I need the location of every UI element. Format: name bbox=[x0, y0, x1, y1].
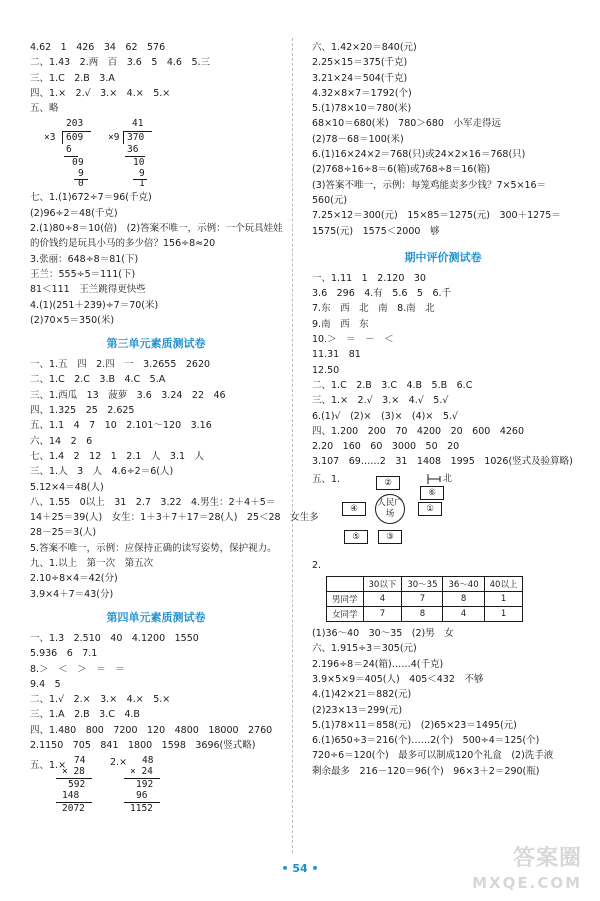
map-box: ② bbox=[376, 476, 400, 490]
answer-line: 四、1.325 25 2.625 bbox=[30, 405, 135, 417]
answer-line: (1)36～40 30～35 (2)男 女 bbox=[312, 628, 454, 640]
answer-line: 王兰：555÷5＝111(下) bbox=[30, 268, 136, 280]
vertical-multiplication-workings bbox=[30, 755, 282, 817]
table-row bbox=[327, 592, 523, 607]
answer-line: 二、1.√ 2.× 3.× 4.× 5.× bbox=[30, 694, 171, 706]
calc-step: 0 bbox=[72, 157, 78, 169]
calc-dividend: 609 bbox=[66, 132, 84, 144]
answer-line: 4.(1)(251＋239)÷7＝70(米) bbox=[30, 299, 159, 311]
calc-division-bracket bbox=[123, 131, 124, 144]
answer-line: 三、1.西瓜 13 菠萝 3.6 3.24 22 46 bbox=[30, 389, 226, 401]
right-answers-bottom bbox=[312, 626, 574, 779]
calc-quotient: 203 bbox=[66, 118, 84, 130]
unit4-answers bbox=[30, 631, 282, 753]
answer-line: 2.25×15＝375(千克) bbox=[312, 57, 408, 69]
answer-line: 5.答案不唯一，示例：应保持正确的读写姿势，保护视力。 bbox=[30, 542, 277, 554]
answer-line: 四、1.480 800 7200 120 4800 18000 2760 bbox=[30, 724, 273, 736]
table-cell: 30～35 bbox=[402, 577, 443, 592]
answer-line: 四、1.× 2.√ 3.× 4.× 5.× bbox=[30, 87, 171, 99]
answer-line: 五、1.1 4 7 10 2.101～120 3.16 bbox=[30, 420, 212, 432]
answer-line: (2)23×13＝299(元) bbox=[312, 704, 403, 716]
answer-line: 7.东 西 北 南 8.南 北 bbox=[312, 303, 435, 315]
calc-multiplier: ×3 bbox=[44, 132, 56, 144]
answer-line: 2.1150 705 841 1800 1598 3696(竖式略) bbox=[30, 739, 256, 751]
people-square-center: 人民广场 bbox=[375, 494, 405, 524]
table-cell: 4 bbox=[363, 592, 402, 607]
table-cell: 40以上 bbox=[484, 577, 523, 592]
answer-line: 2.20 160 60 3000 50 20 bbox=[312, 441, 460, 453]
right-column bbox=[312, 40, 574, 779]
answer-line: 4.32×8×7＝1792(个) bbox=[312, 87, 412, 99]
answer-line: 三、1.C 2.B 3.A bbox=[30, 72, 115, 84]
answer-line: 三、1.A 2.B 3.C 4.B bbox=[30, 709, 140, 721]
table-cell: 1 bbox=[484, 607, 523, 622]
table-cell: 女同学 bbox=[327, 607, 364, 622]
answer-line: 28－25＝3(人) bbox=[30, 527, 97, 539]
table-cell: 4 bbox=[443, 607, 484, 622]
calc-factor: 74 bbox=[74, 755, 86, 767]
calc-step: 1 bbox=[139, 178, 145, 190]
north-arrow-icon bbox=[426, 472, 442, 486]
table-cell: 8 bbox=[402, 607, 443, 622]
calc-result: 2072 bbox=[62, 803, 85, 815]
answer-line: 11.31 81 bbox=[312, 349, 361, 361]
answer-line: 3.21×24＝504(千克) bbox=[312, 72, 408, 84]
midterm-answers bbox=[312, 271, 574, 470]
calc-label: 2.× bbox=[110, 757, 128, 769]
table-question-label: 2. bbox=[312, 559, 322, 571]
answer-line: 3.107 69……2 31 1408 1995 1026(竖式及验算略) bbox=[312, 456, 573, 468]
answer-line: 4.62 1 426 34 62 576 bbox=[30, 42, 166, 53]
left-answers-mid bbox=[30, 190, 282, 328]
answer-line: (3)答案不唯一，示例：每笼鸡能卖多少钱？7×5×16＝ bbox=[312, 179, 547, 191]
north-label: 北 bbox=[443, 473, 453, 484]
table-cell: 7 bbox=[363, 607, 402, 622]
table-header-row bbox=[327, 577, 523, 592]
answer-line: 2.196÷8＝24(箱)……4(千克) bbox=[312, 658, 444, 670]
answer-line: 九、1.以上 第一次 第五次 bbox=[30, 558, 154, 570]
section-heading-midterm: 期中评价测试卷 bbox=[404, 250, 482, 264]
answer-line: 五、略 bbox=[30, 103, 59, 115]
calc-step: 9 bbox=[78, 157, 84, 169]
answer-line: 1575(元) 1575＜2000 够 bbox=[312, 225, 440, 237]
statistics-table bbox=[326, 576, 523, 622]
answer-line: 7.25×12＝300(元) 15×85＝1275(元) 300＋1275＝ bbox=[312, 210, 561, 222]
answer-line: 2.10÷8×4＝42(分) bbox=[30, 573, 118, 585]
left-answers-top bbox=[30, 40, 282, 116]
answer-line: 的价钱约是玩具小马的多少倍？156÷8≈20 bbox=[30, 238, 216, 250]
answer-line: 3.9×4＋7＝43(分) bbox=[30, 588, 114, 600]
calc-quotient: 41 bbox=[132, 118, 144, 130]
unit3-answers bbox=[30, 357, 319, 602]
calc-partial: 592 bbox=[68, 779, 86, 791]
table-cell: 男同学 bbox=[327, 592, 364, 607]
answer-line: 720÷6＝120(个) 最多可以制成120个礼盒 (2)洗手液 bbox=[312, 750, 554, 762]
answer-line: 6.(1)√ (2)× (3)× (4)× 5.√ bbox=[312, 410, 458, 422]
section-heading-unit4: 第四单元素质测试卷 bbox=[106, 610, 206, 624]
watermark-text: 答案圈 bbox=[512, 846, 582, 871]
answer-line: (2)768÷16÷8＝6(箱)或768÷8＝16(箱) bbox=[312, 164, 491, 176]
calc-step: 36 bbox=[127, 144, 139, 156]
answer-line: (2)78－68＝100(米) bbox=[312, 133, 404, 145]
answer-line: 二、1.C 2.B 3.C 4.B 5.B 6.C bbox=[312, 379, 473, 391]
calc-factor: × 28 bbox=[62, 766, 85, 778]
diagram-label: 五、1. bbox=[312, 473, 341, 485]
answer-line: 八、1.55 0以上 31 2.7 3.22 4.男生：2＋4＋5＝ bbox=[30, 496, 276, 508]
answer-line: (2)70×5＝350(米) bbox=[30, 314, 115, 326]
answer-line: 一、1.五 四 2.四 一 3.2655 2620 bbox=[30, 359, 211, 371]
calc-multiplier: ×9 bbox=[108, 132, 120, 144]
watermark-url: MXQE.COM bbox=[472, 874, 582, 892]
calc-factor: 48 bbox=[142, 755, 154, 767]
answer-line: 6.(1)650÷3＝216(个)……2(个) 500÷4＝125(个) bbox=[312, 735, 540, 747]
answer-line: 二、1.C 2.C 3.B 4.C 5.A bbox=[30, 374, 166, 386]
answer-line: (2)96÷2＝48(千克) bbox=[30, 207, 118, 219]
location-diagram bbox=[312, 472, 574, 550]
right-answers-top bbox=[312, 40, 574, 239]
answer-line: 10.＞ ＝ － ＜ bbox=[312, 334, 394, 346]
answer-line: 4.(1)42×21＝882(元) bbox=[312, 689, 412, 701]
answer-line: 9.4 5 bbox=[30, 678, 61, 690]
map-box: ① bbox=[418, 502, 442, 516]
table-cell: 1 bbox=[484, 592, 523, 607]
map-box: ④ bbox=[342, 502, 366, 516]
long-division-workings bbox=[30, 118, 282, 190]
section-heading-unit3: 第三单元素质测试卷 bbox=[106, 337, 206, 351]
answer-line: 8.＞ ＜ ＞ ＝ ＝ bbox=[30, 663, 125, 675]
table-cell: 7 bbox=[402, 592, 443, 607]
answer-line: 三、1.人 3 人 4.6÷2＝6(人) bbox=[30, 466, 174, 478]
answer-line: 68×10＝680(米) 780＞680 小军走得远 bbox=[312, 118, 501, 130]
calc-step: 9 bbox=[139, 168, 145, 180]
calc-step: 0 bbox=[78, 178, 84, 190]
answer-line: 6.(1)16×24×2＝768(只)或24×2×16＝768(只) bbox=[312, 149, 526, 161]
answer-line: 七、1.(1)672÷7＝96(千克) bbox=[30, 192, 152, 204]
answer-line: 一、1.11 1 2.120 30 bbox=[312, 272, 426, 284]
calc-label: 五、1.× bbox=[30, 760, 67, 772]
calc-partial: 96 bbox=[136, 790, 148, 802]
answer-line: 六、14 2 6 bbox=[30, 435, 93, 447]
answer-line: 六、1.42×20＝840(元) bbox=[312, 42, 417, 53]
page-number: • 54 • bbox=[281, 862, 319, 875]
answer-line: 七、1.4 2 12 1 2.1 人 3.1 人 bbox=[30, 450, 205, 462]
answer-line: 四、1.200 200 70 4200 20 600 4260 bbox=[312, 425, 524, 437]
watermark-logo bbox=[472, 847, 582, 895]
calc-division-bracket bbox=[62, 131, 63, 144]
answer-line: 剩余最多 216－120＝96(个) 96×3＋2＝290(瓶) bbox=[312, 765, 540, 777]
answer-line: 5.12×4＝48(人) bbox=[30, 481, 104, 493]
calc-factor: × 24 bbox=[130, 766, 153, 778]
map-box: ⑥ bbox=[420, 486, 444, 500]
calc-result: 1152 bbox=[130, 803, 153, 815]
table-cell: 36～40 bbox=[443, 577, 484, 592]
calc-step: 10 bbox=[133, 157, 145, 169]
answer-line: 5.936 6 7.1 bbox=[30, 648, 98, 660]
left-column bbox=[30, 40, 319, 821]
answer-line: 14＋25＝39(人) 女生：1＋3＋7＋17＝28(人) 25＜28 女生多 bbox=[30, 512, 319, 524]
answer-line: 5.(1)78×10＝780(米) bbox=[312, 103, 412, 115]
map-box: ③ bbox=[378, 530, 402, 544]
table-cell: 30以下 bbox=[363, 577, 402, 592]
answer-line: 三、1.× 2.√ 3.× 4.√ 5.√ bbox=[312, 395, 449, 407]
table-row bbox=[327, 607, 523, 622]
answer-line: 81＜111 王兰跳得更快些 bbox=[30, 284, 146, 296]
calc-partial: 148 bbox=[62, 790, 80, 802]
column-divider bbox=[292, 38, 293, 853]
calc-partial: 192 bbox=[136, 779, 154, 791]
answer-line: 12.50 bbox=[312, 364, 340, 376]
answer-line: 2.(1)80÷8＝10(倍) (2)答案不唯一，示例：一个玩具娃娃 bbox=[30, 223, 283, 235]
answer-line: 一、1.3 2.510 40 4.1200 1550 bbox=[30, 632, 199, 644]
table-cell bbox=[327, 577, 364, 592]
answer-line: 3.张丽：648÷8＝81(下) bbox=[30, 253, 139, 265]
map-box: ⑤ bbox=[344, 530, 368, 544]
answer-line: 六、1.915÷3＝305(元) bbox=[312, 643, 417, 655]
answer-line: 3.6 296 4.有 5.6 5 6.千 bbox=[312, 288, 452, 300]
calc-step: 6 bbox=[66, 144, 72, 156]
table-cell: 8 bbox=[443, 592, 484, 607]
answer-line: 二、1.43 2.两 百 3.6 5 4.6 5.三 bbox=[30, 57, 211, 69]
calc-dividend: 370 bbox=[127, 132, 145, 144]
answer-line: 3.9×5×9＝405(人) 405＜432 不够 bbox=[312, 673, 484, 685]
calc-step: 9 bbox=[78, 168, 84, 180]
answer-line: 9.南 西 东 bbox=[312, 318, 369, 330]
answer-line: 5.(1)78×11＝858(元) (2)65×23＝1495(元) bbox=[312, 719, 517, 731]
answer-line: 560(元) bbox=[312, 194, 348, 206]
